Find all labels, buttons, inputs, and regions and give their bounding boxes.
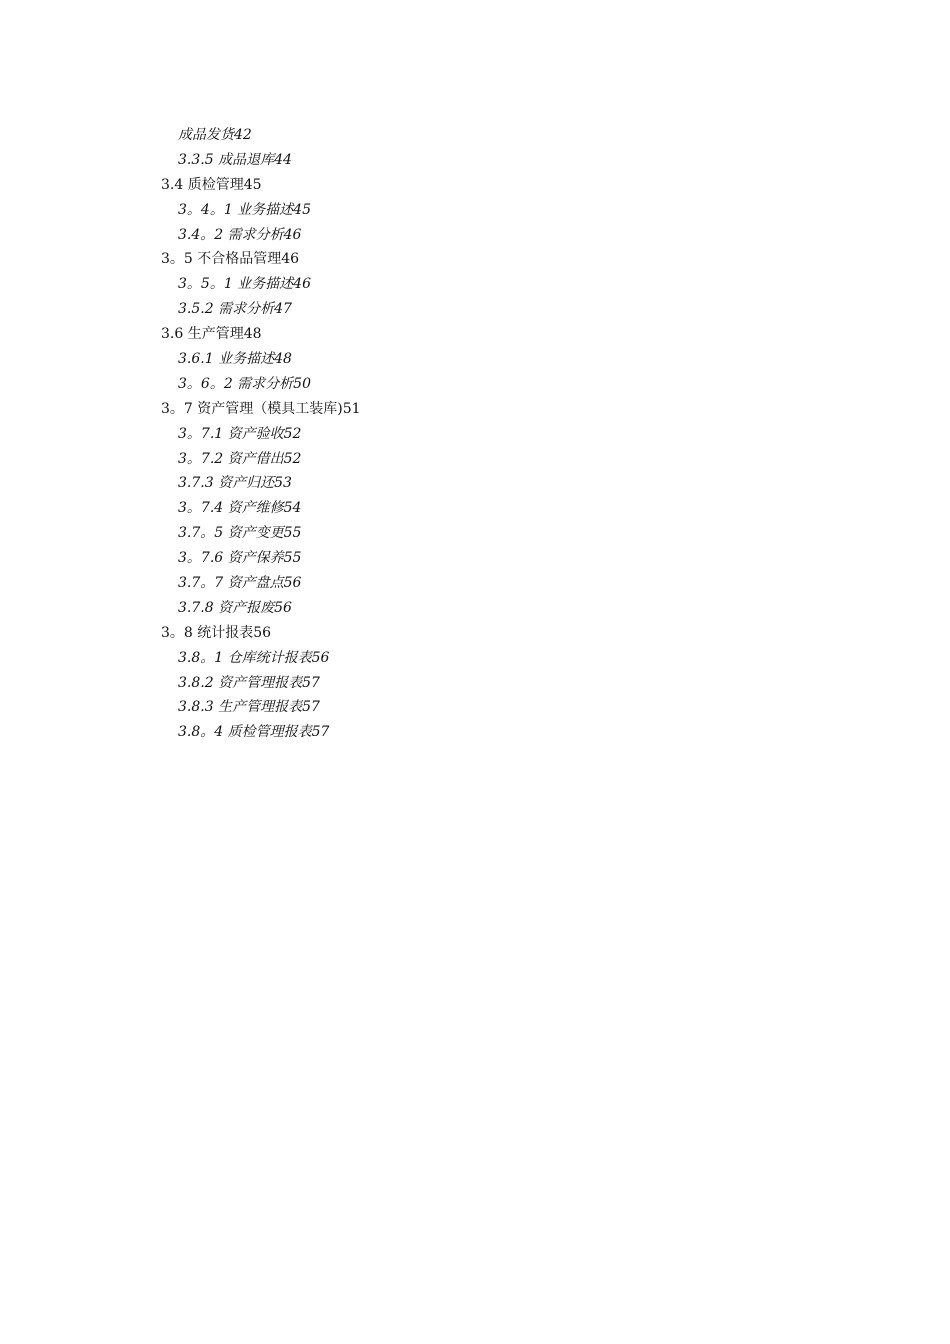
toc-entry-page-number: 50 (293, 375, 311, 392)
toc-entry[interactable] (0, 148, 950, 173)
toc-entry-page-number: 56 (283, 575, 302, 592)
toc-entry[interactable] (0, 123, 950, 148)
toc-entry[interactable] (0, 223, 950, 248)
toc-entry-page-number: 57 (311, 724, 330, 741)
toc-entry[interactable] (0, 198, 950, 223)
toc-entry-title: 3.7.3 资产归还 (178, 475, 275, 492)
toc-entry[interactable] (0, 720, 950, 745)
toc-entry-page-number: 56 (274, 599, 292, 616)
toc-entry-page-number: 54 (283, 500, 302, 517)
toc-entry-page-number: 46 (281, 251, 300, 268)
toc-entry-title: 3.6 生产管理 (161, 326, 244, 343)
toc-entry[interactable] (0, 621, 950, 646)
toc-entry[interactable] (0, 521, 950, 546)
toc-entry[interactable] (0, 471, 950, 496)
toc-entry[interactable] (0, 422, 950, 447)
toc-entry[interactable] (0, 596, 950, 621)
toc-entry-page-number: 56 (253, 624, 272, 641)
toc-entry-page-number: 51 (342, 400, 361, 417)
toc-entry-page-number: 45 (243, 176, 262, 193)
toc-entry-page-number: 46 (283, 226, 302, 243)
toc-entry[interactable] (0, 546, 950, 571)
toc-entry-title: 3.4 质检管理 (161, 176, 244, 193)
toc-entry[interactable] (0, 447, 950, 472)
toc-entry-page-number: 57 (302, 699, 320, 716)
toc-entry-title: 成品发货 (178, 127, 234, 143)
toc-entry-page-number: 48 (243, 326, 262, 343)
toc-entry[interactable] (0, 496, 950, 521)
toc-entry-page-number: 44 (274, 151, 292, 168)
toc-entry[interactable] (0, 372, 950, 397)
toc-entry-title: 3。7.2 资产借出 (178, 450, 284, 467)
toc-entry-title: 3。7 资产管理（模具工装库) (161, 400, 343, 417)
toc-entry-page-number: 56 (311, 649, 330, 666)
toc-entry-page-number: 57 (302, 674, 320, 691)
toc-entry-page-number: 53 (274, 475, 292, 492)
toc-entry[interactable] (0, 173, 950, 198)
toc-entry[interactable] (0, 571, 950, 596)
toc-entry-title: 3.8。4 质检管理报表 (178, 724, 312, 741)
toc-entry-title: 3。7.6 资产保养 (178, 550, 284, 567)
toc-entry-title: 3.8。1 仓库统计报表 (178, 649, 312, 666)
toc-entry-title: 3。4。1 业务描述 (178, 201, 294, 218)
toc-entry-title: 3。6。2 需求分析 (178, 375, 294, 392)
toc-entry[interactable] (0, 247, 950, 272)
toc-entry-page-number: 55 (283, 525, 302, 542)
toc-entry[interactable] (0, 397, 950, 422)
toc-entry-page-number: 45 (293, 201, 311, 218)
toc-entry-page-number: 55 (283, 550, 302, 567)
toc-entry-page-number: 52 (283, 425, 302, 442)
toc-entry[interactable] (0, 297, 950, 322)
toc-entry-title: 3.4。2 需求分析 (178, 226, 284, 243)
toc-entry-title: 3。7.1 资产验收 (178, 425, 284, 442)
toc-entry-title: 3.5.2 需求分析 (178, 301, 275, 318)
toc-entry-title: 3。8 统计报表 (161, 624, 254, 641)
toc-entry[interactable] (0, 272, 950, 297)
toc-entry[interactable] (0, 695, 950, 720)
toc-entry-title: 3.3.5 成品退库 (178, 151, 275, 168)
toc-entry[interactable] (0, 646, 950, 671)
toc-entry-page-number: 42 (234, 127, 252, 143)
toc-entry-page-number: 46 (293, 276, 311, 293)
toc-entry[interactable] (0, 347, 950, 372)
toc-entry-title: 3.6.1 业务描述 (178, 351, 275, 368)
toc-entry-page-number: 48 (274, 351, 292, 368)
toc-entry-title: 3。5 不合格品管理 (161, 251, 282, 268)
toc-entry-title: 3.7。7 资产盘点 (178, 575, 284, 592)
toc-entry-title: 3.7。5 资产变更 (178, 525, 284, 542)
toc-entry-title: 3。7.4 资产维修 (178, 500, 284, 517)
toc-entry-page-number: 47 (274, 301, 292, 318)
toc-entry-page-number: 52 (283, 450, 302, 467)
toc-entry-title: 3。5。1 业务描述 (178, 276, 294, 293)
toc-entry-title: 3.8.2 资产管理报表 (178, 674, 303, 691)
toc-entry-title: 3.8.3 生产管理报表 (178, 699, 303, 716)
toc-entry[interactable] (0, 671, 950, 696)
toc-entry[interactable] (0, 322, 950, 347)
toc-entry-title: 3.7.8 资产报废 (178, 599, 275, 616)
table-of-contents (0, 123, 950, 745)
